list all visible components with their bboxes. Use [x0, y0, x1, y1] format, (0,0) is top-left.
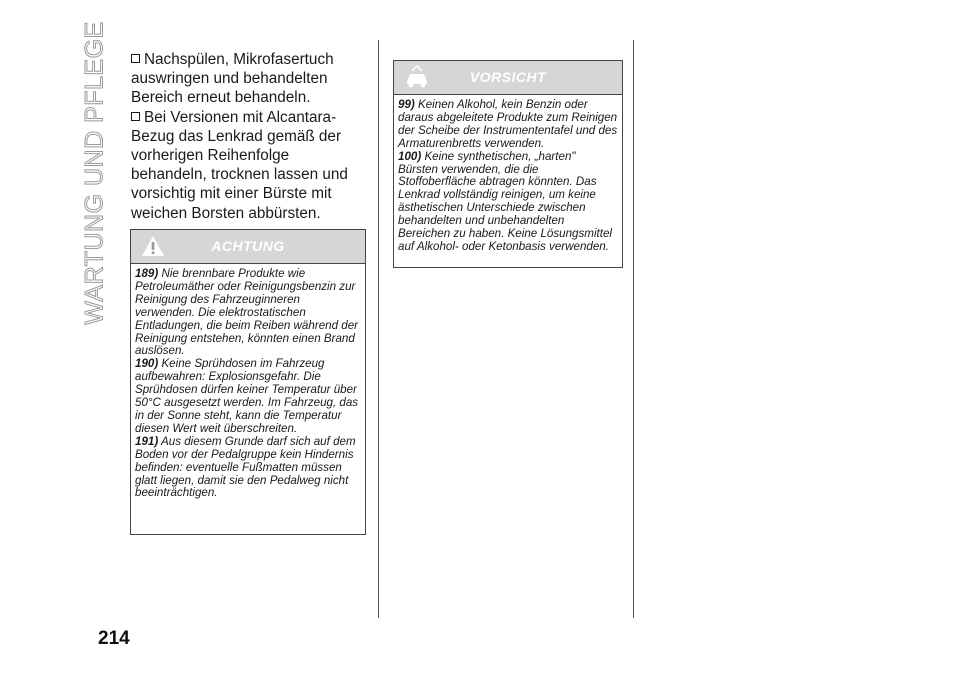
- body-paragraph-1: Nachspülen, Mikrofasertuch auswringen und behandelten Bereich erneut behandeln.: [131, 51, 334, 107]
- achtung-item: 191) Aus diesem Grunde darf sich auf dem Boden vor der Pedalgruppe kein Hindernis befinden: eventuelle Fußmatten müssen glatt liegen, damit sie den Pedalweg nicht beeinträchtigen.: [135, 434, 356, 500]
- achtung-header: [131, 230, 365, 264]
- vorsicht-content: [394, 95, 622, 260]
- column-divider: [378, 40, 379, 618]
- achtung-title: ACHTUNG: [211, 238, 285, 254]
- vorsicht-title: VORSICHT: [469, 69, 547, 85]
- achtung-item: 189) Nie brennbare Produkte wie Petroleumäther oder Reinigungsbenzin zur Reinigung des Fahrzeuginneren verwenden. Die elektrostatischen Entladungen, die beim Reiben während der Reinigung entstehen, könnten einen Brand auslösen.: [135, 267, 359, 358]
- vorsicht-caution-box: [393, 60, 623, 268]
- body-paragraph-2: Bei Versionen mit Alcantara-Bezug das Lenkrad gemäß der vorherigen Reihenfolge behandeln, trocknen lassen und vorsichtig mit einer Bürste mit weichen Borsten abbürsten.: [131, 108, 348, 222]
- page-number: 214: [98, 628, 130, 649]
- vorsicht-item: 99) Keinen Alkohol, kein Benzin oder daraus abgeleitete Produkte zum Reinigen der Scheibe der Instrumententafel und des Armaturenbretts verwenden.: [398, 98, 618, 150]
- achtung-content: [131, 264, 365, 506]
- column-divider: [633, 40, 634, 618]
- body-column: [131, 50, 366, 246]
- achtung-item: 190) Keine Sprühdosen im Fahrzeug aufbewahren: Explosionsgefahr. Die Sprühdosen dürfen keiner Temperatur über 50°C ausgesetzt werden. Im Fahrzeug, das in der Sonne steht, kann die Temperatur diesen Wert weit überschreiten.: [135, 357, 359, 435]
- chapter-title: [60, 21, 130, 325]
- achtung-warning-box: [130, 229, 366, 535]
- vorsicht-header: [394, 61, 622, 95]
- bullet-square-icon: [131, 112, 140, 121]
- chapter-title-text: WARTUNG UND PFLEGE: [80, 21, 109, 325]
- vorsicht-item: 100) Keine synthetischen, „harten" Bürsten verwenden, die die Stoffoberfläche abtragen könnten. Das Lenkrad vollständig reinigen, um keine ästhetischen Unterschiede zwischen behandelten und unbehandelten Bereichen zu haben. Keine Lösungsmittel auf Alkohol- oder Ketonbasis verwenden.: [398, 149, 612, 253]
- bullet-square-icon: [131, 54, 140, 63]
